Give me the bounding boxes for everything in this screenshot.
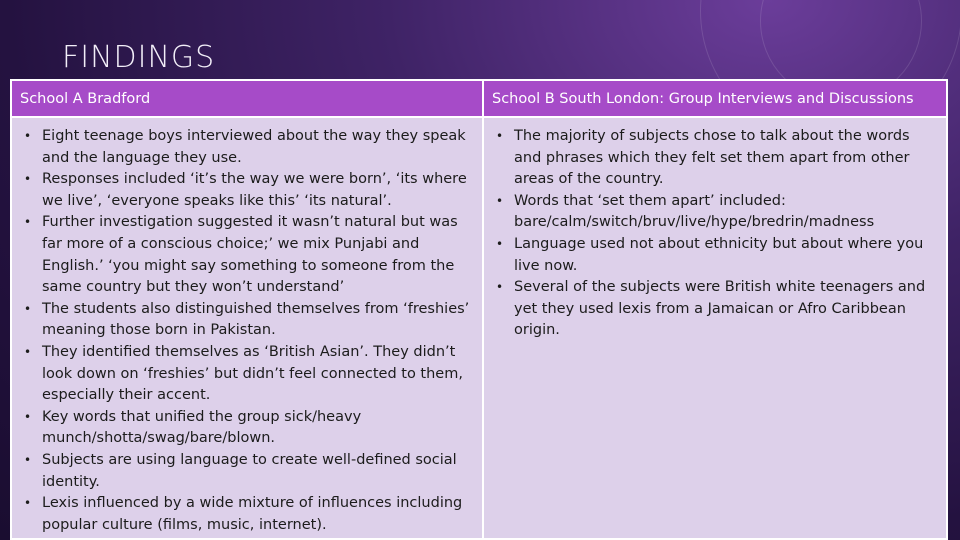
list-item: • Subjects are using language to create well-defined social identity. bbox=[42, 450, 476, 493]
table-row bbox=[11, 117, 947, 539]
school-a-header: School A Bradford bbox=[11, 80, 483, 117]
list-item: • Key words that unified the group sick/heavy munch/shotta/swag/bare/blown. bbox=[42, 407, 476, 450]
school-b-bullet-list bbox=[484, 126, 946, 342]
list-item: • The majority of subjects chose to talk about the words and phrases which they felt set them apart from other areas of the country. bbox=[514, 126, 940, 191]
list-item: • They identified themselves as ‘British Asian’. They didn’t look down on ‘freshies’ but didn’t feel connected to them, especially their accent. bbox=[42, 342, 476, 407]
table-header-row bbox=[11, 80, 947, 117]
list-item: • Further investigation suggested it wasn’t natural but was far more of a conscious choice;’ we mix Punjabi and English.’ ‘you might say something to someone from the same country but they won’t understand’ bbox=[42, 212, 476, 298]
school-a-bullet-list bbox=[12, 126, 482, 536]
list-item: • The students also distinguished themselves from ‘freshies’ meaning those born in Pakistan. bbox=[42, 299, 476, 342]
school-a-findings bbox=[11, 117, 483, 539]
list-item: • Words that ‘set them apart’ included: bare/calm/switch/bruv/live/hype/bredrin/madness bbox=[514, 191, 940, 234]
list-item: • Lexis influenced by a wide mixture of influences including popular culture (films, music, internet). bbox=[42, 493, 476, 536]
list-item: • Language used not about ethnicity but about where you live now. bbox=[514, 234, 940, 277]
list-item: • Eight teenage boys interviewed about the way they speak and the language they use. bbox=[42, 126, 476, 169]
findings-table bbox=[10, 79, 948, 540]
school-b-header: School B South London: Group Interviews and Discussions bbox=[483, 80, 947, 117]
list-item: • Responses included ‘it’s the way we were born’, ‘its where we live’, ‘everyone speaks like this’ ‘its natural’. bbox=[42, 169, 476, 212]
school-b-findings bbox=[483, 117, 947, 539]
slide-title: FINDINGS bbox=[62, 40, 216, 75]
list-item: • Several of the subjects were British white teenagers and yet they used lexis from a Jamaican or Afro Caribbean origin. bbox=[514, 277, 940, 342]
